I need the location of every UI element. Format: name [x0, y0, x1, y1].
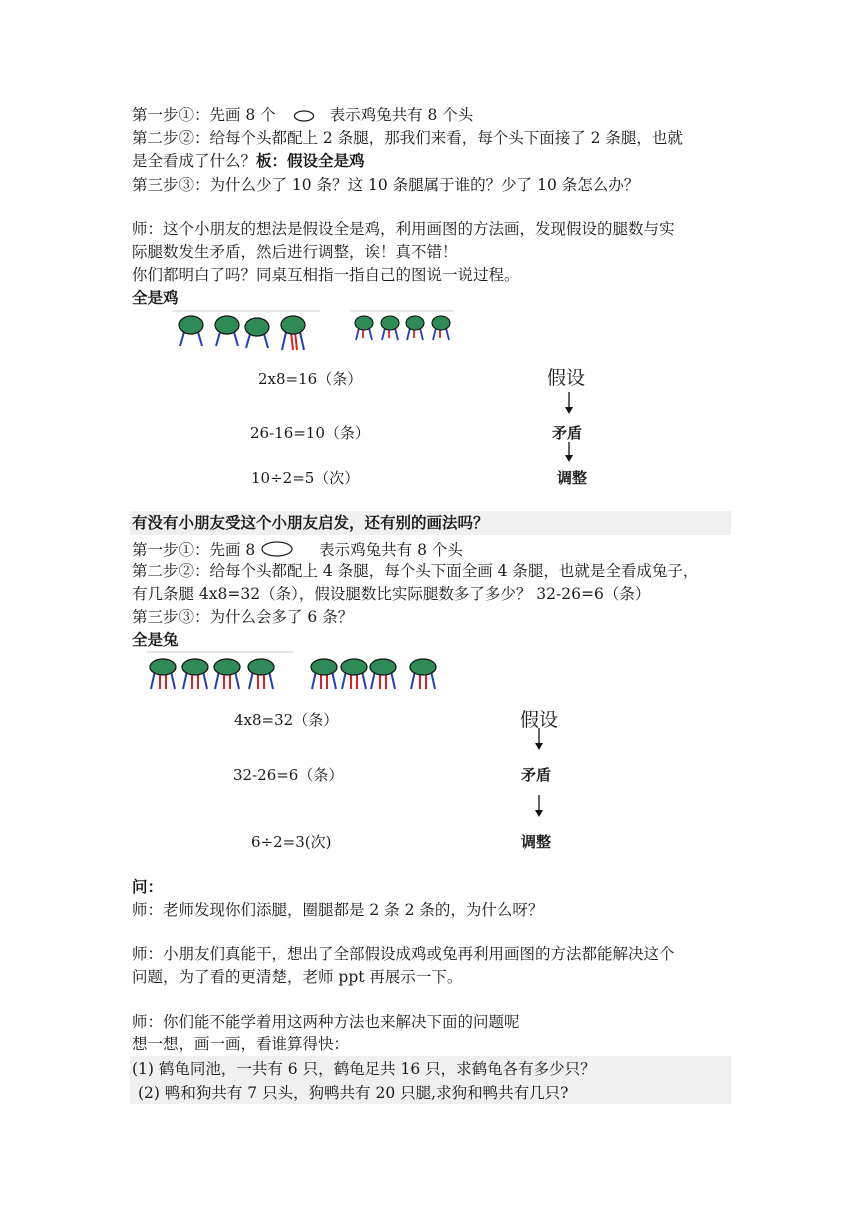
big-head-3	[245, 318, 269, 348]
s2-step1-line	[132, 537, 463, 561]
s2-step1-text-a: 第一步①：先画 8	[132, 541, 256, 559]
flow1-assume: 假设	[547, 367, 586, 389]
teacher-praise-1: 师：小朋友们真能干，想出了全部假设成鸡或兔再利用画图的方法都能解决这个	[132, 945, 675, 963]
big-head-4	[281, 316, 305, 350]
s2-step1-text-b: 表示鸡兔共有 8 个头	[319, 541, 463, 559]
calc2-line-3: 6÷2=3(次)	[251, 833, 332, 851]
big-head-2	[215, 316, 239, 346]
flow1-adjust: 调整	[557, 469, 588, 487]
teacher-line-1: 师：这个小朋友的想法是假设全是鸡，利用画图的方法画，发现假设的腿数与实	[132, 220, 675, 238]
teacher-line-3: 你们都明白了吗？同桌互相指一指自己的图说一说过程。	[132, 266, 520, 284]
flow2-arrow-1	[533, 728, 545, 752]
small-head-1	[355, 316, 373, 340]
teacher-question: 师：老师发现你们添腿，圈腿都是 2 条 2 条的，为什么呀？	[132, 901, 544, 919]
think-draw: 想一想，画一画，看谁算得快：	[132, 1035, 350, 1053]
head-oval-icon	[293, 108, 315, 122]
board-note: 板：假设全是鸡	[256, 152, 365, 170]
heading-all-chicken: 全是鸡	[132, 289, 179, 307]
big-head-1	[179, 316, 203, 346]
problem-1: (1) 鹤龟同池，一共有 6 只，鹤龟足共 16 只，求鹤龟各有多少只？	[132, 1060, 596, 1078]
rabbit-group-1	[150, 659, 274, 689]
flow2-arrow-2	[533, 795, 545, 819]
head-oval-icon	[260, 540, 294, 558]
step1-line	[132, 104, 473, 126]
step3-line: 第三步③：为什么少了 10 条？这 10 条腿属于谁的？少了 10 条怎么办？	[132, 176, 640, 194]
flow2-assume: 假设	[520, 709, 559, 731]
teacher-praise-2: 问题，为了看的更清楚，老师 ppt 再展示一下。	[132, 968, 463, 986]
calc2-line-2: 32-26=6（条）	[233, 766, 344, 784]
flow2-conflict: 矛盾	[521, 766, 552, 784]
small-head-2	[381, 316, 399, 340]
calc1-line-2: 26-16=10（条）	[250, 424, 370, 442]
rabbit-group-2	[311, 659, 436, 689]
s2-step2-line-b: 有几条腿 4x8=32（条），假设腿数比实际腿数多了多少？ 32-26=6（条）	[132, 585, 651, 603]
heading-all-rabbit: 全是兔	[132, 631, 179, 649]
calc1-line-1: 2x8=16（条）	[258, 370, 363, 388]
flow2-adjust: 调整	[521, 833, 552, 851]
flow1-arrow-2	[563, 442, 575, 464]
problem-2: (2) 鸭和狗共有 7 只头，狗鸭共有 20 只腿,求狗和鸭共有几只?	[138, 1084, 569, 1102]
flow1-arrow-1	[563, 392, 575, 416]
chicken-drawing	[170, 310, 500, 354]
step2-line-b	[132, 150, 365, 172]
s2-step2-line-a: 第二步②：给每个头都配上 4 条腿，每个头下面全画 4 条腿，也就是全看成兔子，	[132, 562, 699, 580]
calc2-line-1: 4x8=32（条）	[234, 711, 339, 729]
small-head-3	[406, 316, 424, 340]
step1-text-a: 第一步①：先画 8 个	[132, 106, 276, 124]
step2-text: 是全看成了什么？	[132, 152, 257, 170]
rabbit-drawing	[144, 651, 464, 695]
ask-label: 问：	[132, 878, 164, 896]
step2-line-a: 第二步②：给每个头都配上 2 条腿，那我们来看，每个头下面接了 2 条腿，也就	[132, 129, 683, 147]
s2-step3-line: 第三步③：为什么会多了 6 条？	[132, 608, 354, 626]
step1-text-b: 表示鸡兔共有 8 个头	[329, 106, 474, 124]
flow1-conflict: 矛盾	[552, 424, 583, 442]
small-head-4	[432, 316, 450, 340]
teacher-line-2: 际腿数发生矛盾，然后进行调整，诶！真不错！	[132, 243, 458, 261]
question-other-method: 有没有小朋友受这个小朋友启发，还有别的画法吗？	[132, 514, 489, 532]
calc1-line-3: 10÷2=5（次）	[251, 469, 360, 487]
teacher-prompt: 师：你们能不能学着用这两种方法也来解决下面的问题呢	[132, 1013, 520, 1031]
